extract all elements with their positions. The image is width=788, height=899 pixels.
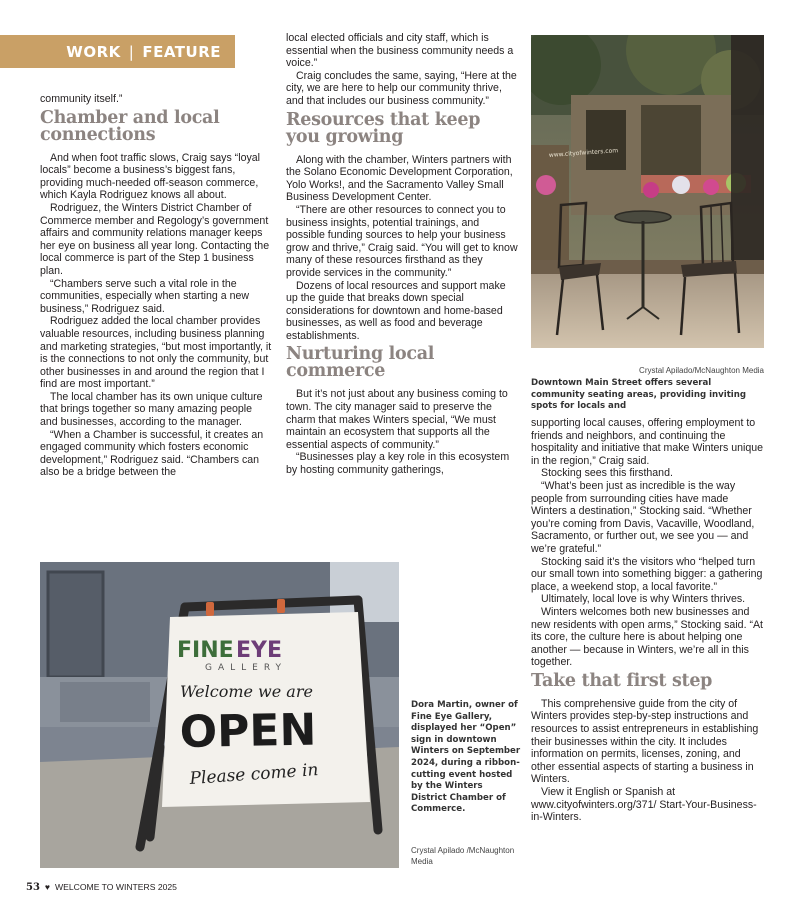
street-sign-text: www.cityofwinters.com <box>548 147 619 159</box>
sign-brand-eye: EYE <box>236 638 282 663</box>
section-banner <box>0 35 235 68</box>
photo-caption-bottom: Dora Martin, owner of Fine Eye Gallery, displayed her “Open” sign in downtown Winters on September 2024, during a ribbon-cutting event hosted by the Winters District Chamber of Commerce. <box>411 700 521 815</box>
article-column-1 <box>40 93 272 479</box>
article-column-2 <box>286 32 518 477</box>
article-paragraph: View it English or Spanish at www.cityofwinters.org/371/ Start-Your-Business-in-Winters. <box>531 786 757 824</box>
article-paragraph: Rodriguez added the local chamber provides valuable resources, including business planning and marketing strategies, “but most importantly, it is the connections to not only the community, but other businesses in and around the region that I find are most important.” <box>40 315 272 391</box>
feature-label: FEATURE <box>142 42 221 61</box>
publication-title: WELCOME TO WINTERS 2025 <box>55 882 177 892</box>
article-paragraph: “What’s been just as incredible is the way people from surrounding cities have made Winters a destination,” Stocking said. “Whether you’re coming from Davis, Vacaville, Woodland, Sacramento, or further out, we see you — and we’re grateful.” <box>531 479 755 555</box>
article-paragraph: Stocking sees this firsthand. <box>541 467 673 480</box>
article-paragraph: “Businesses play a key role in this ecosystem by hosting community gatherings, <box>286 451 510 477</box>
section-heading: Resources that keep you growing <box>286 109 481 147</box>
article-paragraph: And when foot traffic slows, Craig says “loyal locals” become a business’s biggest fans, providing much-needed off-season commerce, which Kayla Rodriguez knows all about. <box>40 151 261 202</box>
article-paragraph: community itself.” <box>40 93 123 105</box>
photo-downtown-seating <box>531 35 764 348</box>
sign-brand-fine: FINE <box>177 638 234 663</box>
article-paragraph: “There are other resources to connect you to business insights, potential trainings, and possible funding sources to help your business grow and thrive,” Craig said. “You will get to know many of these resources firsthand as they provide services in the community.” <box>286 203 518 279</box>
sign-open: OPEN <box>179 704 317 758</box>
article-paragraph: Stocking said it’s the visitors who “helped turn our small town into something bigger: a gathering place, a weekend stop, a local favorite.” <box>531 555 763 593</box>
photo-caption-top: Downtown Main Street offers several community seating areas, providing inviting spots for locals and <box>531 378 747 412</box>
sign-brand-gallery: GALLERY <box>205 663 288 673</box>
article-paragraph: local elected officials and city staff, which is essential when the business community needs a voice.” <box>286 32 514 70</box>
section-heading: Take that first step <box>531 670 713 691</box>
article-paragraph: supporting local causes, offering employment to friends and neighbors, and continuing the hospitality and initiative that make Winters unique in the region,” Craig said. <box>531 417 764 467</box>
article-paragraph: Along with the chamber, Winters partners with the Solano Economic Development Corporation, Yolo Works!, and the Sacramento Valley Small Business Development Center. <box>286 153 513 204</box>
heart-icon: ♥ <box>44 882 51 892</box>
page-number: 53 <box>26 882 40 893</box>
photo-credit-top: Crystal Apilado/McNaughton Media <box>639 366 764 375</box>
article-paragraph: Dozens of local resources and support make up the guide that breaks down special considerations for downtown and home-based businesses, as well as food and beverage establishments. <box>286 279 506 342</box>
banner-separator: | <box>128 42 135 61</box>
sign-please: Please come in <box>188 760 320 789</box>
article-paragraph: The local chamber has its own unique culture that brings together so many amazing people and businesses, according to the manager. <box>40 390 263 429</box>
article-paragraph: This comprehensive guide from the city of Winters provides step-by-step instructions and resources to assist entrepreneurs in establishing their businesses within the city. It includes information on permits, licenses, zoning, and other essential aspects of starting a business in Winters. <box>531 697 759 786</box>
section-label: WORK <box>66 42 121 61</box>
article-paragraph: “When a Chamber is successful, it creates an engaged community which fosters economic development,” Rodriguez said. “Chambers can also be a bridge between the <box>40 428 264 479</box>
photo-open-sign <box>40 562 399 868</box>
article-paragraph: Winters welcomes both new businesses and new residents with open arms,” Stocking said. “At its core, the culture here is about helping one another — because in Winters, we’re all in this together. <box>531 605 763 669</box>
article-column-3 <box>531 417 764 824</box>
article-paragraph: Ultimately, local love is why Winters thrives. <box>541 593 746 606</box>
photo-credit-bottom: Crystal Apilado /McNaughton Media <box>411 846 515 866</box>
page-footer <box>26 882 177 893</box>
article-paragraph: But it’s not just about any business coming to town. The city manager said to preserve the charm that makes Winters special, “We must maintain an ecosystem that supports all the essential aspects of community.” <box>286 388 508 451</box>
article-paragraph: Rodriguez, the Winters District Chamber of Commerce member and Regology’s government affairs and community relations manager keeps her eye on business all year long. Contacting the local commerce is part of the Step 1 business plan. <box>40 201 270 277</box>
section-heading: Chamber and local connections <box>40 107 220 145</box>
article-paragraph: Craig concludes the same, saying, “Here at the city, we are here to help our community thrive, and that includes our business community.” <box>286 69 517 107</box>
article-paragraph: “Chambers serve such a vital role in the communities, especially when starting a new business,” Rodriguez said. <box>40 277 250 315</box>
sign-welcome: Welcome we are <box>180 682 313 701</box>
section-heading: Nurturing local commerce <box>286 344 435 382</box>
